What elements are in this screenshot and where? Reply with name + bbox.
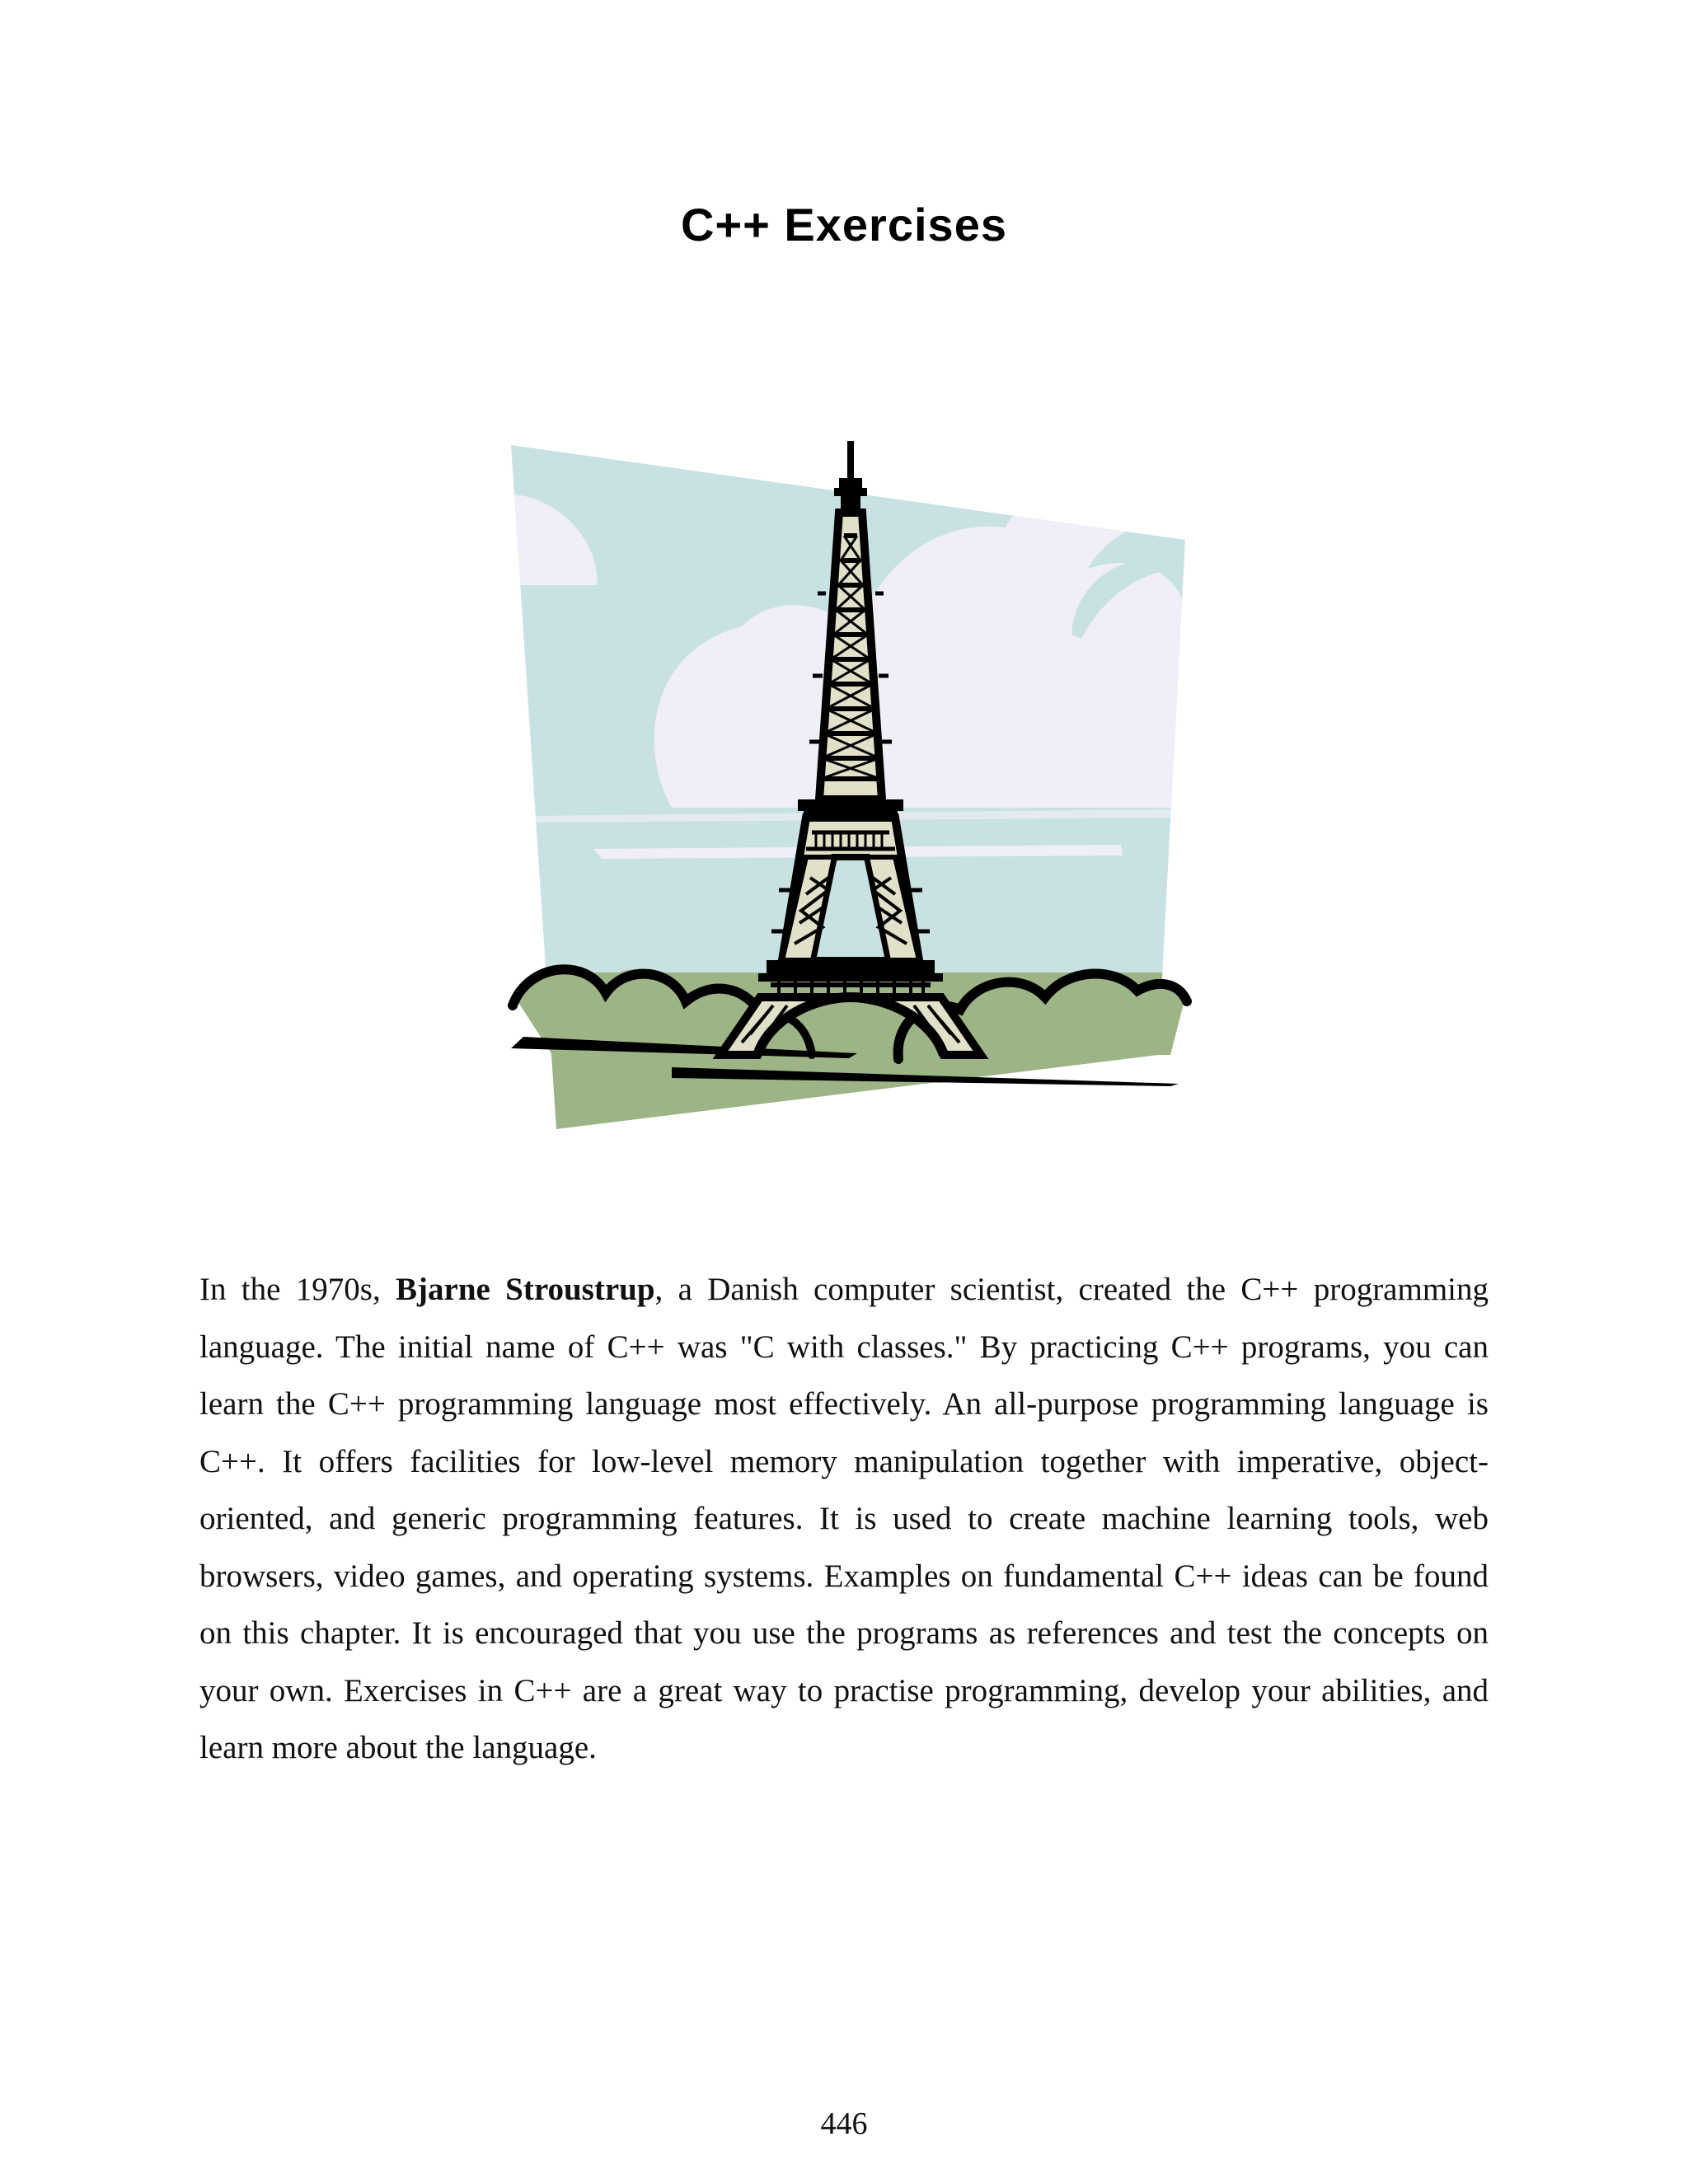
page-number: 446 [820,2107,868,2141]
paragraph-intro: In the 1970s, [199,1272,396,1307]
page-title: C++ Exercises [681,199,1007,251]
intro-paragraph [199,1261,1489,1777]
eiffel-tower-illustration [495,429,1203,1137]
author-name: Bjarne Stroustrup [396,1272,655,1307]
paragraph-rest: , a Danish computer scientist, created the C++ programming language. The initial name of C++ was "C with classes." By practicing C++ programs, you can learn the C++ programming language most effectively. An all-purpose programming language is C++. It offers facilities for low-level memory manipulation together with imperative, object-oriented, and generic programming features. It is used to create machine learning tools, web browsers, video games, and operating systems. Examples on fundamental C++ ideas can be found on this chapter. It is encouraged that you use the programs as references and test the concepts on your own. Exercises in C++ are a great way to practise programming, develop your abilities, and learn more about the language. [199,1272,1489,1765]
